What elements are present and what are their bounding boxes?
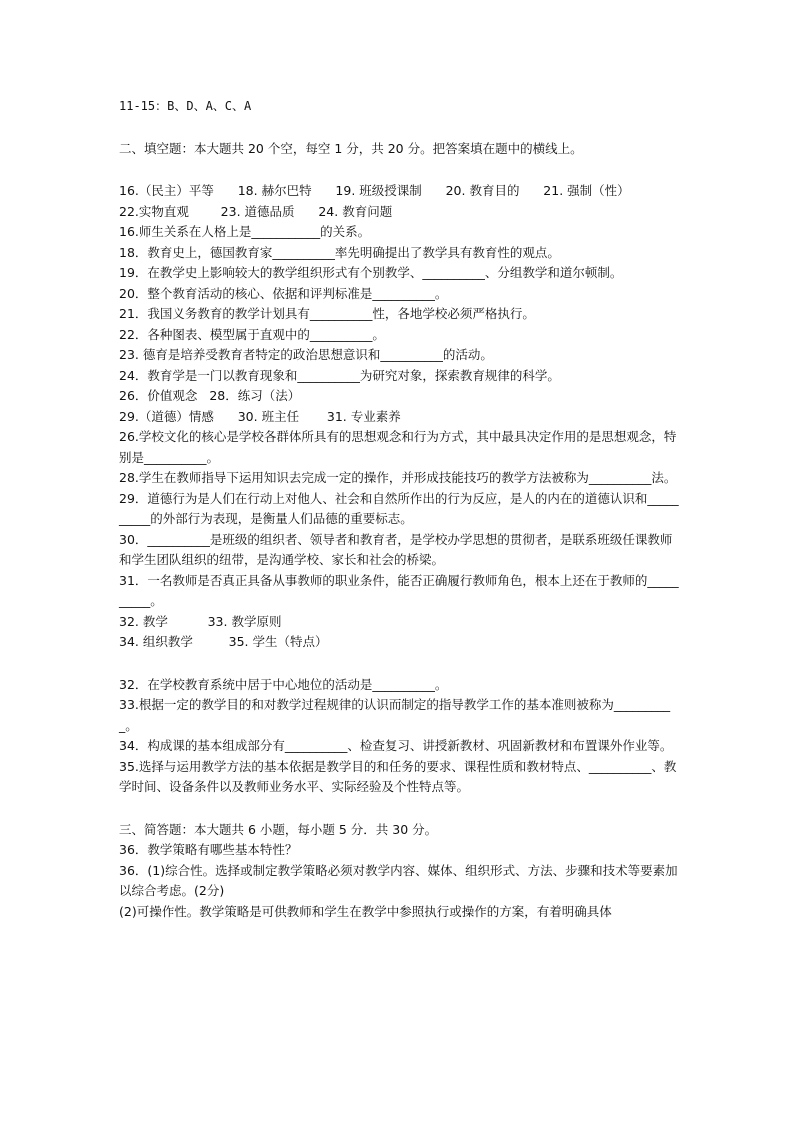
question-20: 20．整个教育活动的核心、依据和评判标准是__________。 — [119, 285, 448, 301]
answer-line: 26．价值观念 28．练习（法） — [119, 388, 301, 403]
question-36-answer-2: (2)可操作性。教学策略是可供教师和学生在教学中参照执行或操作的方案，有着明确具体 — [119, 903, 612, 919]
question-19: 19．在教学史上影响较大的教学组织形式有个别教学、__________、分组教学和道尔顿制。 — [119, 265, 623, 280]
section-3-heading: 三、简答题：本大题共 6 小题，每小题 5 分．共 30 分。 — [119, 821, 438, 837]
questions-32-35 — [119, 675, 679, 798]
question-36-answer-1: 36．(1)综合性。选择或制定教学策略必须对教学内容、媒体、组织形式、方法、步骤和技术等要素加以综合考虑。(2分) — [119, 862, 678, 898]
question-35: 35.选择与运用教学方法的基本依据是教学目的和任务的要求、课程性质和教材特点、__________、教学时间、设备条件以及教师业务水平、实际经验及个性特点等。 — [119, 758, 677, 794]
question-31: 31．一名教师是否真正具备从事教师的职业条件，能否正确履行教师角色，根本上还在于教师的__________。 — [119, 572, 679, 608]
question-32: 32．在学校教育系统中居于中心地位的活动是__________。 — [119, 676, 448, 692]
question-36-title: 36．教学策略有哪些基本特性？ — [119, 842, 298, 857]
question-30: 30．__________是班级的组织者、领导者和教育者，是学校办学思想的贯彻者，是联系班级任课教师和学生团队组织的纽带，是沟通学校、家长和社会的桥梁。 — [119, 531, 673, 567]
question-24: 24．教育学是一门以教育现象和__________为研究对象，探索教育规律的科学。 — [119, 367, 560, 383]
fill-answers-16-24 — [119, 181, 679, 222]
questions-26-31 — [119, 427, 679, 612]
answer-line: 32. 教学 33. 教学原则 — [119, 613, 282, 629]
answers-11-15: 11-15：B、D、A、C、A — [119, 99, 252, 113]
question-28: 28.学生在教师指导下运用知识去完成一定的操作，并形成技能技巧的教学方法被称为__________法。 — [119, 470, 677, 485]
section-2-heading: 二、填空题：本大题共 20 个空，每空 1 分，共 20 分。把答案填在题中的横线上。 — [119, 140, 583, 156]
fill-answers-32-35 — [119, 612, 679, 653]
question-34: 34．构成课的基本组成部分有__________、检查复习、讲授新教材、巩固新教材和布置课外作业等。 — [119, 738, 673, 753]
question-18: 18．教育史上，德国教育家__________率先明确提出了教学具有教育性的观点。 — [119, 244, 560, 260]
answer-line: 29.（道德）情感 30. 班主任 31. 专业素养 — [119, 408, 401, 424]
answer-line: 22.实物直观 23. 道德品质 24. 教育问题 — [119, 203, 393, 219]
answer-line: 34. 组织教学 35. 学生（特点） — [119, 634, 328, 649]
fill-answers-26-31 — [119, 386, 679, 427]
question-21: 21．我国义务教育的教学计划具有__________性，各地学校必须严格执行。 — [119, 306, 535, 321]
document-page — [119, 96, 679, 922]
question-22: 22．各种图表、模型属于直观中的__________。 — [119, 326, 385, 342]
answer-line: 16.（民主）平等 18. 赫尔巴特 19. 班级授课制 20. 教育目的 21. 强制（性） — [119, 183, 630, 198]
question-23: 23. 德育是培养受教育者特定的政治思想意识和__________的活动。 — [119, 347, 493, 362]
question-16: 16.师生关系在人格上是___________的关系。 — [119, 224, 371, 239]
question-33: 33.根据一定的教学目的和对教学过程规律的认识而制定的指导教学工作的基本准则被称为__________。 — [119, 697, 671, 733]
questions-16-24 — [119, 222, 679, 386]
question-26: 26.学校文化的核心是学校各群体所具有的思想观念和行为方式，其中最具决定作用的是思想观念，特别是__________。 — [119, 429, 677, 465]
question-29: 29．道德行为是人们在行动上对他人、社会和自然所作出的行为反应，是人的内在的道德认识和__________的外部行为表现，是衡量人们品德的重要标志。 — [119, 490, 679, 526]
